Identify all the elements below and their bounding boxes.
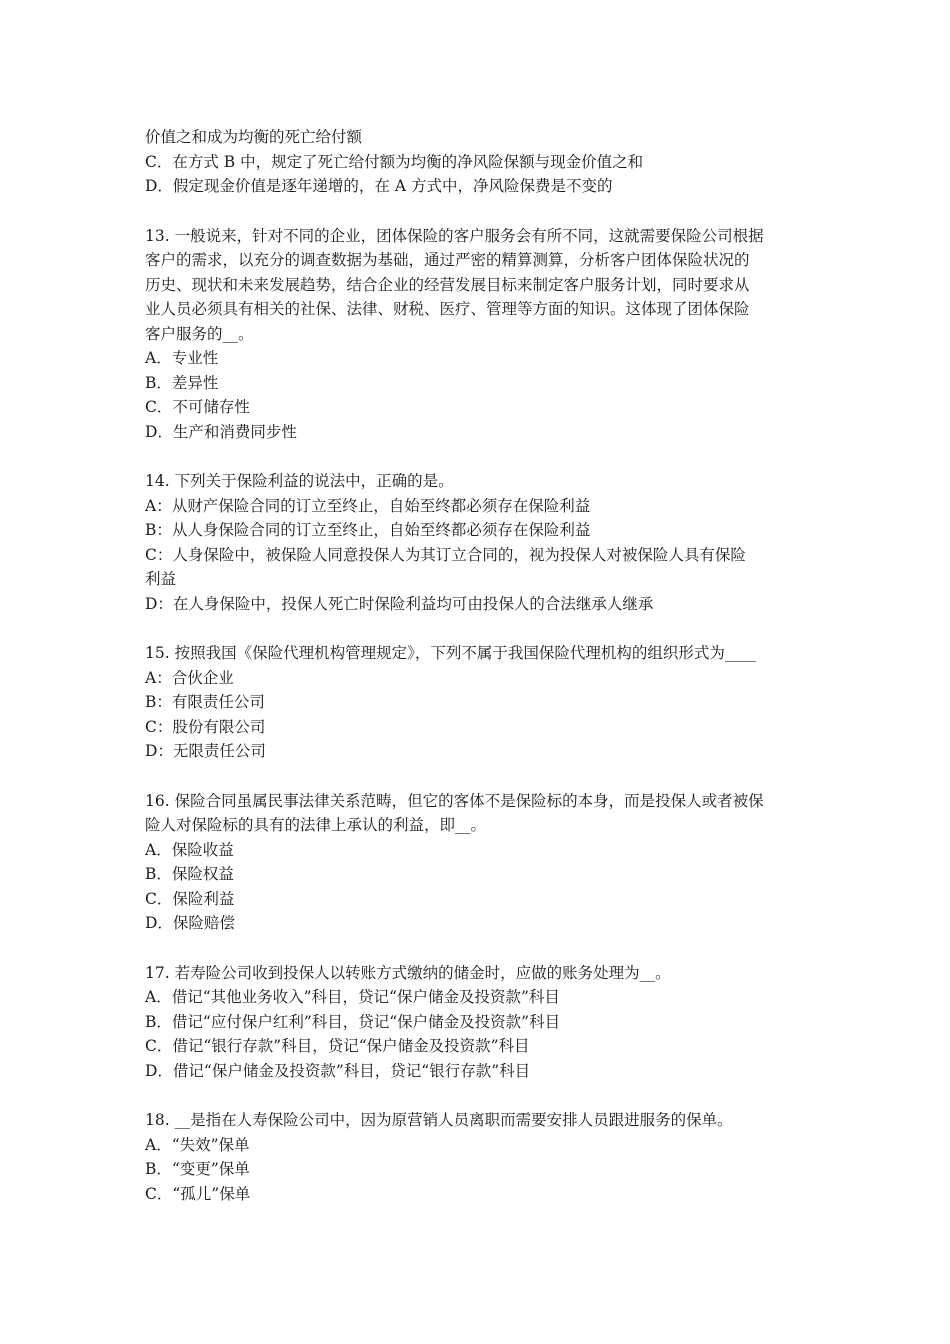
option-a: A：从财产保险合同的订立至终止，自始至终都必须存在保险利益 xyxy=(145,496,591,515)
option-d: D．生产和消费同步性 xyxy=(145,422,297,441)
option-c: C：股份有限公司 xyxy=(145,717,266,736)
question-text-line: 13. 一般说来，针对不同的企业，团体保险的客户服务会有所不同，这就需要保险公司根据 xyxy=(145,226,764,245)
option-c: C．保险利益 xyxy=(145,889,235,908)
document-body xyxy=(145,125,810,1206)
option-c-continuation: 利益 xyxy=(145,570,177,588)
question-text-line: 险人对保险标的具有的法律上承认的利益，即__。 xyxy=(145,816,487,834)
option-c: C．不可储存性 xyxy=(145,398,250,416)
question-text-line: 客户的需求，以充分的调查数据为基础，通过严密的精算测算，分析客户团体保险状况的 xyxy=(145,251,750,269)
question-text-line: 17. 若寿险公司收到投保人以转账方式缴纳的储金时，应做的账务处理为__。 xyxy=(145,963,671,982)
option-b: B．“变更”保单 xyxy=(145,1160,250,1178)
option-b: B：有限责任公司 xyxy=(145,693,265,711)
option-c: C．在方式 B 中，规定了死亡给付额为均衡的净风险保额与现金价值之和 xyxy=(145,152,644,171)
option-a: A．保险收益 xyxy=(145,840,234,859)
option-a: A．借记“其他业务收入”科目，贷记“保户储金及投资款”科目 xyxy=(145,988,560,1006)
question-17 xyxy=(145,961,810,1084)
question-18 xyxy=(145,1108,810,1206)
option-d: D：在人身保险中，投保人死亡时保险利益均可由投保人的合法继承人继承 xyxy=(145,594,654,613)
question-12-tail xyxy=(145,125,810,199)
option-b: B．差异性 xyxy=(145,373,219,392)
option-d: D．保险赔偿 xyxy=(145,914,235,932)
option-a: A：合伙企业 xyxy=(145,668,234,687)
question-text-line: 15. 按照我国《保险代理机构管理规定》，下列不属于我国保险代理机构的组织形式为____ xyxy=(145,644,756,662)
option-b: B：从人身保险合同的订立至终止，自始至终都必须存在保险利益 xyxy=(145,521,591,539)
option-c: C：人身保险中，被保险人同意投保人为其订立合同的，视为投保人对被保险人具有保险 xyxy=(145,545,746,564)
option-a: A．专业性 xyxy=(145,349,219,367)
option-c: C．“孤儿”保单 xyxy=(145,1184,251,1203)
question-text-line: 历史、现状和未来发展趋势，结合企业的经营发展目标来制定客户服务计划，同时要求从 xyxy=(145,275,750,294)
option-d: D．借记“保户储金及投资款”科目，贷记“银行存款”科目 xyxy=(145,1061,531,1080)
option-c: C．借记“银行存款”科目，贷记“保户储金及投资款”科目 xyxy=(145,1037,530,1055)
question-15 xyxy=(145,641,810,764)
option-d: D：无限责任公司 xyxy=(145,742,266,760)
question-text-line: 价值之和成为均衡的死亡给付额 xyxy=(145,128,363,146)
option-d: D．假定现金价值是逐年递增的，在 A 方式中，净风险保费是不变的 xyxy=(145,177,613,195)
question-text-line: 客户服务的__。 xyxy=(145,324,254,343)
option-b: B．借记“应付保户红利”科目，贷记“保户储金及投资款”科目 xyxy=(145,1012,561,1031)
question-text-line: 18. __是指在人寿保险公司中，因为原营销人员离职而需要安排人员跟进服务的保单。 xyxy=(145,1111,733,1129)
option-a: A．“失效”保单 xyxy=(145,1135,250,1154)
question-16 xyxy=(145,789,810,936)
question-14 xyxy=(145,469,810,616)
question-text-line: 14. 下列关于保险利益的说法中，正确的是。 xyxy=(145,472,454,490)
question-text-line: 16. 保险合同虽属民事法律关系范畴，但它的客体不是保险标的本身，而是投保人或者被保 xyxy=(145,791,764,810)
question-text-line: 业人员必须具有相关的社保、法律、财税、医疗、管理等方面的知识。这体现了团体保险 xyxy=(145,300,750,318)
option-b: B．保险权益 xyxy=(145,865,234,883)
question-13 xyxy=(145,224,810,445)
